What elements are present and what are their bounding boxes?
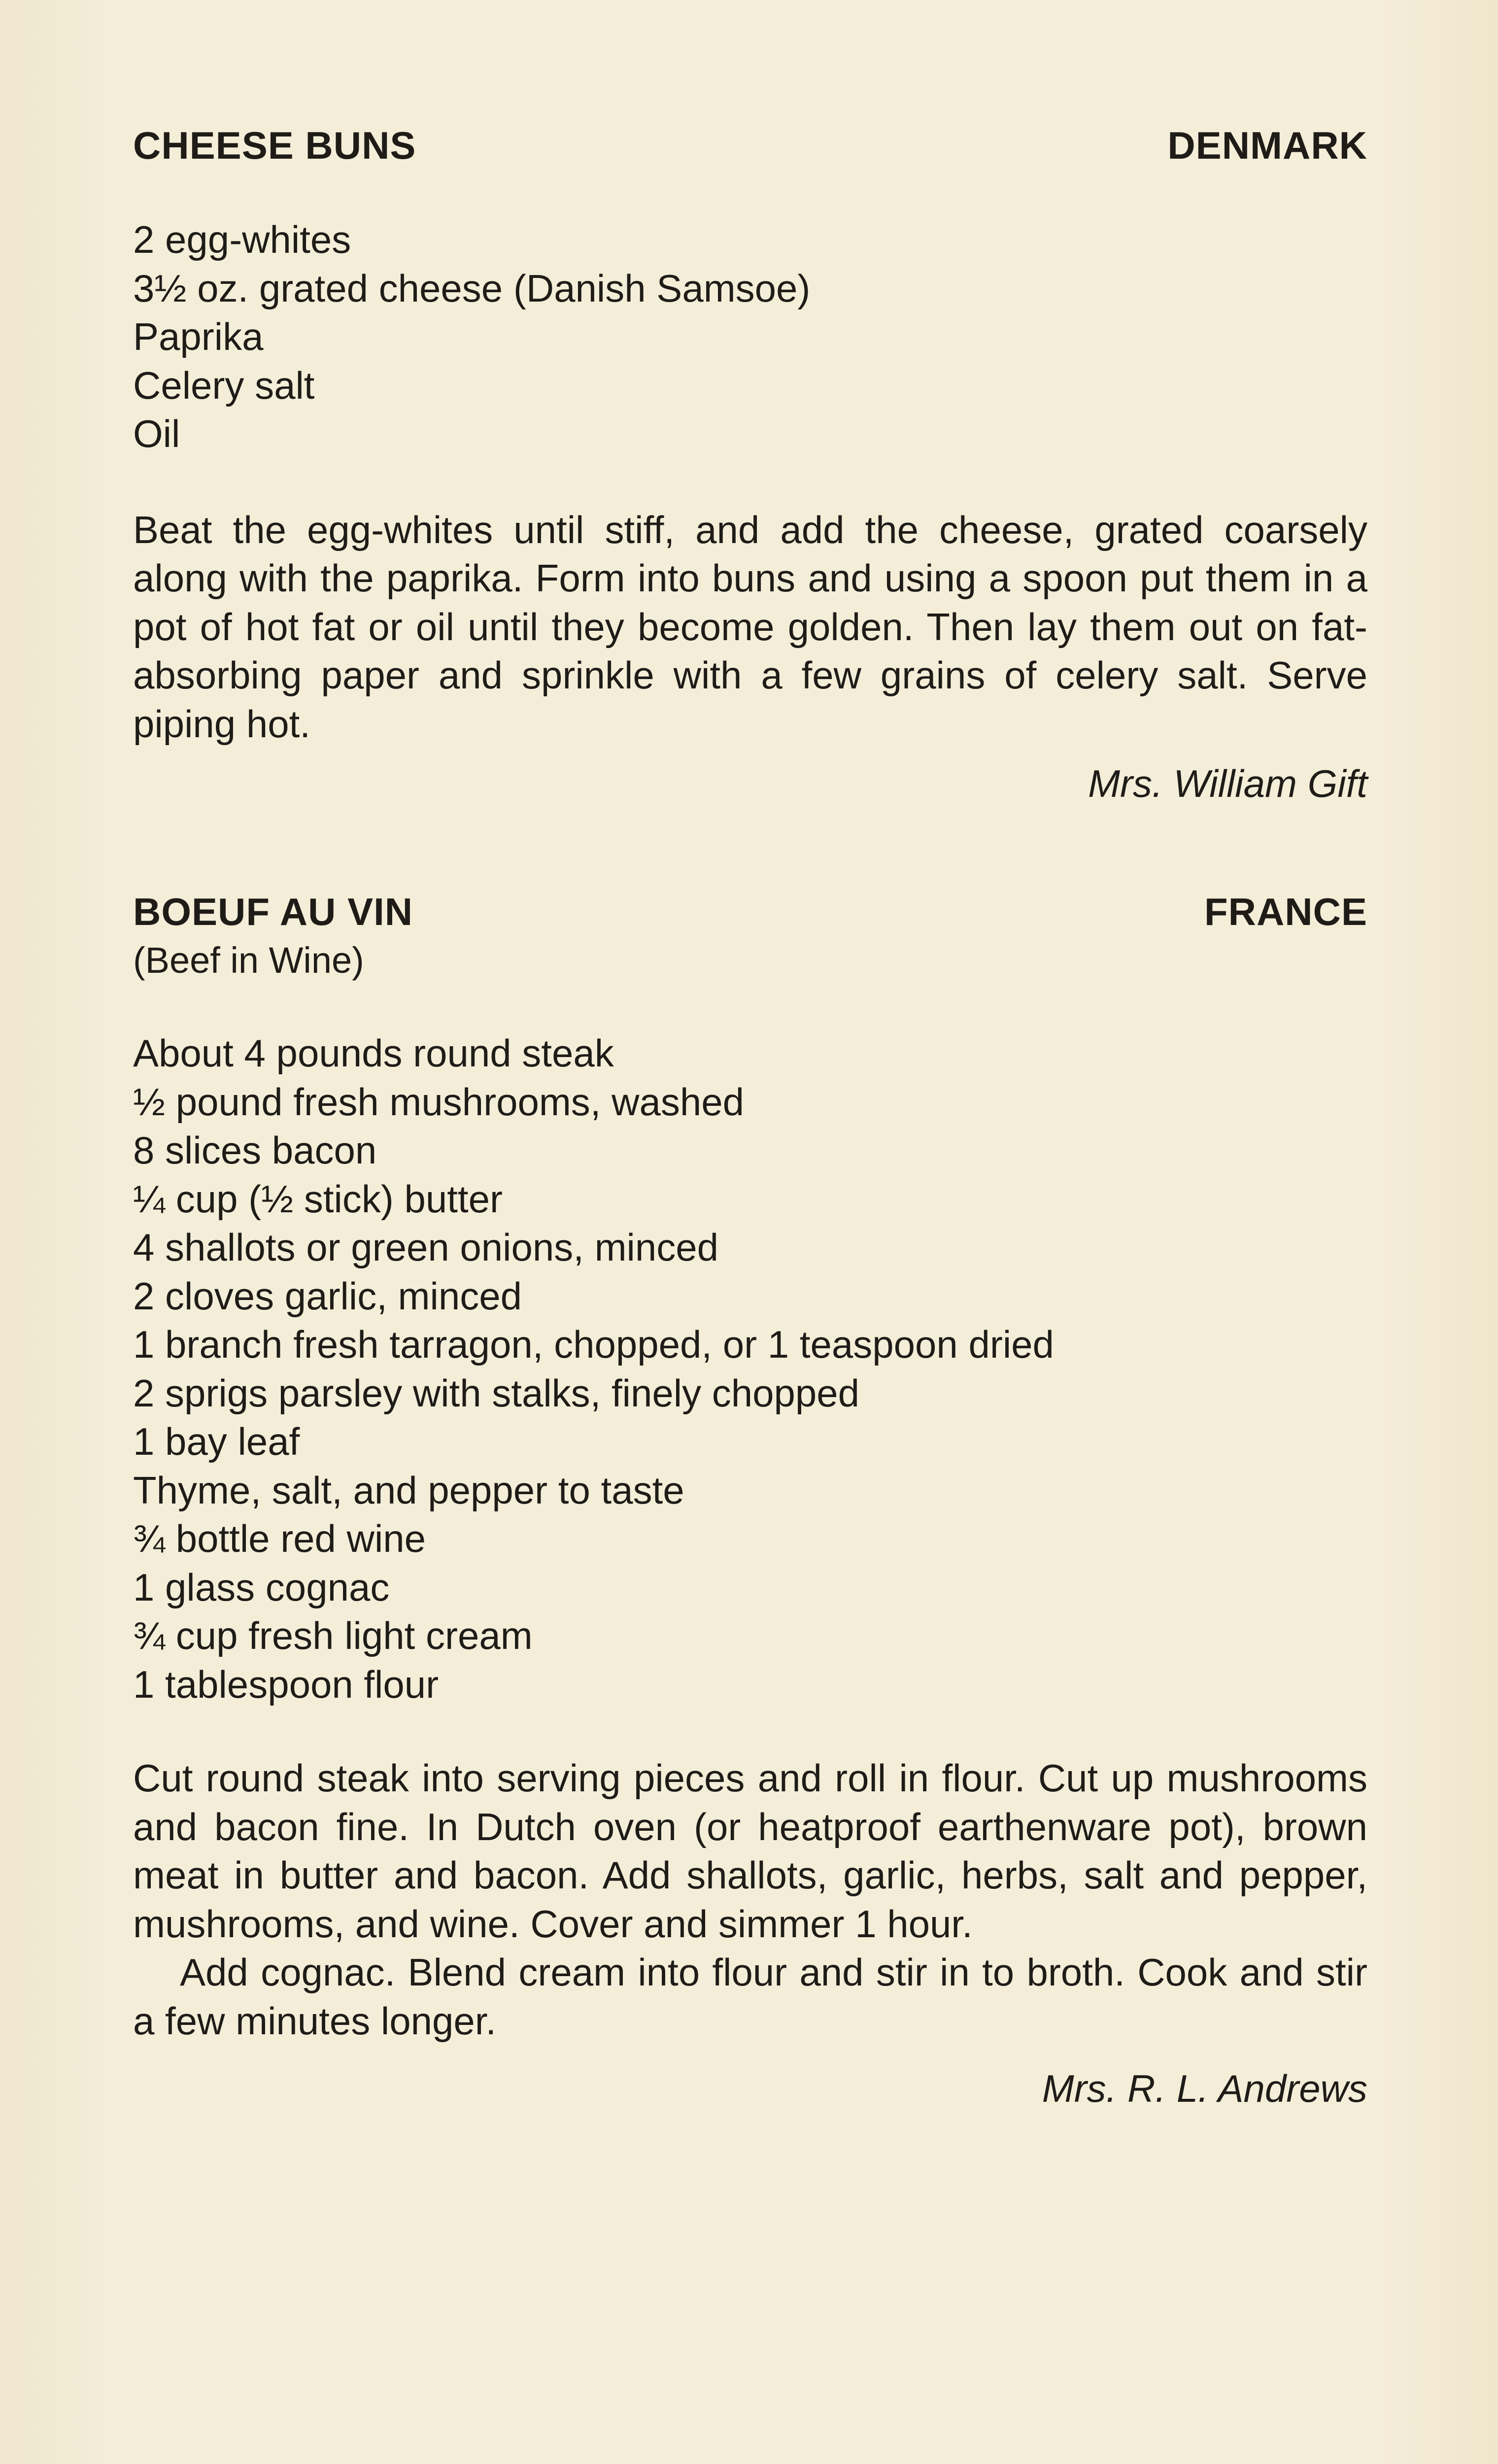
- recipe-country: DENMARK: [1167, 124, 1367, 167]
- ingredient-list: [133, 215, 1367, 458]
- ingredient-item: 1 glass cognac: [133, 1565, 390, 1609]
- ingredient-item: 1 bay leaf: [133, 1420, 300, 1463]
- recipe-subtitle: (Beef in Wine): [133, 940, 364, 981]
- ingredient-item: 3½ oz. grated cheese (Danish Samsoe): [133, 266, 811, 310]
- ingredient-item: ¾ cup fresh light cream: [133, 1614, 533, 1657]
- recipe-credit: Mrs. William Gift: [1088, 762, 1367, 805]
- recipe-directions-continued: Add cognac. Blend cream into flour and stir in to broth. Cook and stir a few minutes longer.: [133, 1951, 1367, 2043]
- recipe-country: FRANCE: [1204, 890, 1367, 933]
- recipe-directions: Cut round steak into serving pieces and roll in flour. Cut up mushrooms and bacon fine. In Dutch oven (or heatproof earthenware pot), brown meat in butter and bacon. Add shallots, garlic, herbs, salt and pepper, mushrooms, and wine. Cover and simmer 1 hour.: [133, 1756, 1367, 1946]
- ingredient-item: ¼ cup (½ stick) butter: [133, 1177, 503, 1221]
- recipe-cheese-buns: [133, 121, 1367, 808]
- ingredient-item: 2 cloves garlic, minced: [133, 1274, 522, 1318]
- ingredient-item: Thyme, salt, and pepper to taste: [133, 1468, 684, 1512]
- recipe-title: BOEUF AU VIN: [133, 890, 413, 933]
- recipe-credit: Mrs. R. L. Andrews: [1042, 2067, 1367, 2110]
- ingredient-item: About 4 pounds round steak: [133, 1031, 614, 1075]
- ingredient-item: 1 branch fresh tarragon, chopped, or 1 teaspoon dried: [133, 1323, 1054, 1366]
- recipe-directions: Beat the egg-whites until stiff, and add the cheese, grated coarsely along with the paprika. Form into buns and using a spoon put them in a pot of hot fat or oil until they become golden. Then lay them out on fat-absorbing paper and sprinkle with a few grains of celery salt. Serve piping hot.: [133, 508, 1367, 746]
- ingredient-list: [133, 1029, 1367, 1709]
- recipe-title: CHEESE BUNS: [133, 124, 416, 167]
- ingredient-item: ½ pound fresh mushrooms, washed: [133, 1080, 745, 1124]
- recipe-boeuf-au-vin: [133, 887, 1367, 2113]
- ingredient-item: 8 slices bacon: [133, 1129, 377, 1172]
- ingredient-item: 2 sprigs parsley with stalks, finely chopped: [133, 1371, 860, 1415]
- ingredient-item: ¾ bottle red wine: [133, 1517, 426, 1560]
- ingredient-item: 2 egg-whites: [133, 218, 351, 261]
- recipe-header: [133, 887, 1367, 936]
- ingredient-item: 4 shallots or green onions, minced: [133, 1226, 719, 1269]
- ingredient-item: 1 tablespoon flour: [133, 1662, 439, 1706]
- ingredient-item: Paprika: [133, 315, 264, 358]
- ingredient-item: Oil: [133, 412, 180, 455]
- ingredient-item: Celery salt: [133, 363, 315, 407]
- recipe-header: [133, 121, 1367, 170]
